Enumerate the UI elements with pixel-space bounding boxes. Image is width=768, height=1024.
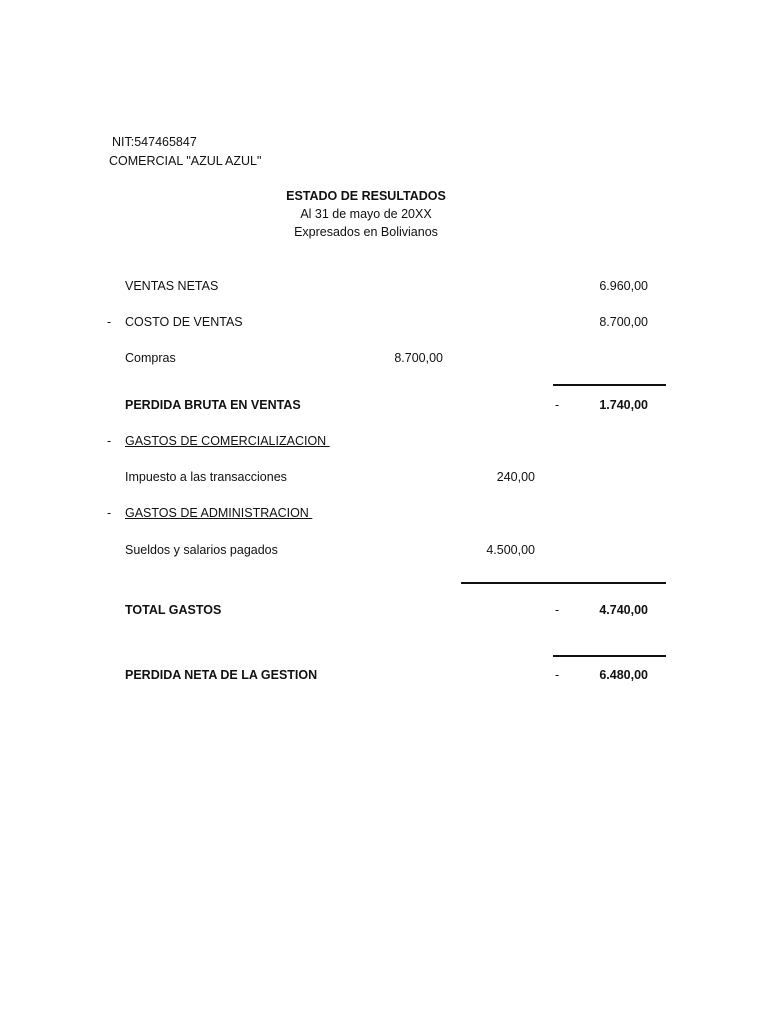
report-currency: Expresados en Bolivianos	[294, 225, 438, 239]
ventas-netas-label: VENTAS NETAS	[125, 279, 219, 293]
total-gastos-sign: -	[555, 603, 560, 617]
sueldos-label: Sueldos y salarios pagados	[125, 543, 278, 557]
company-name: COMERCIAL "AZUL AZUL"	[109, 154, 262, 168]
report-date: Al 31 de mayo de 20XX	[300, 207, 432, 221]
perdida-bruta-sign: -	[555, 398, 560, 412]
ventas-netas-value: 6.960,00	[599, 279, 648, 293]
report-title: ESTADO DE RESULTADOS	[286, 189, 446, 203]
total-gastos-label: TOTAL GASTOS	[125, 603, 222, 617]
costo-ventas-sign: -	[107, 315, 112, 329]
gastos-administracion-sign: -	[107, 506, 112, 520]
impuesto-label: Impuesto a las transacciones	[125, 470, 287, 484]
perdida-neta-label: PERDIDA NETA DE LA GESTION	[125, 668, 318, 682]
nit-number: NIT:547465847	[112, 135, 197, 149]
gastos-administracion-label: GASTOS DE ADMINISTRACION	[125, 506, 313, 520]
costo-ventas-label: COSTO DE VENTAS	[125, 315, 243, 329]
gastos-comercializacion-sign: -	[107, 434, 112, 448]
subtotal-rule-1	[553, 384, 666, 386]
perdida-neta-value: 6.480,00	[599, 668, 648, 682]
perdida-bruta-value: 1.740,00	[599, 398, 648, 412]
costo-ventas-value: 8.700,00	[599, 315, 648, 329]
gastos-comercializacion-label: GASTOS DE COMERCIALIZACION	[125, 434, 330, 448]
compras-label: Compras	[125, 351, 176, 365]
total-gastos-value: 4.740,00	[599, 603, 648, 617]
perdida-neta-sign: -	[555, 668, 560, 682]
total-rule	[553, 655, 666, 657]
sueldos-value: 4.500,00	[486, 543, 535, 557]
perdida-bruta-label: PERDIDA BRUTA EN VENTAS	[125, 398, 301, 412]
subtotal-rule-2	[461, 582, 666, 584]
compras-value: 8.700,00	[394, 351, 443, 365]
impuesto-value: 240,00	[496, 470, 535, 484]
